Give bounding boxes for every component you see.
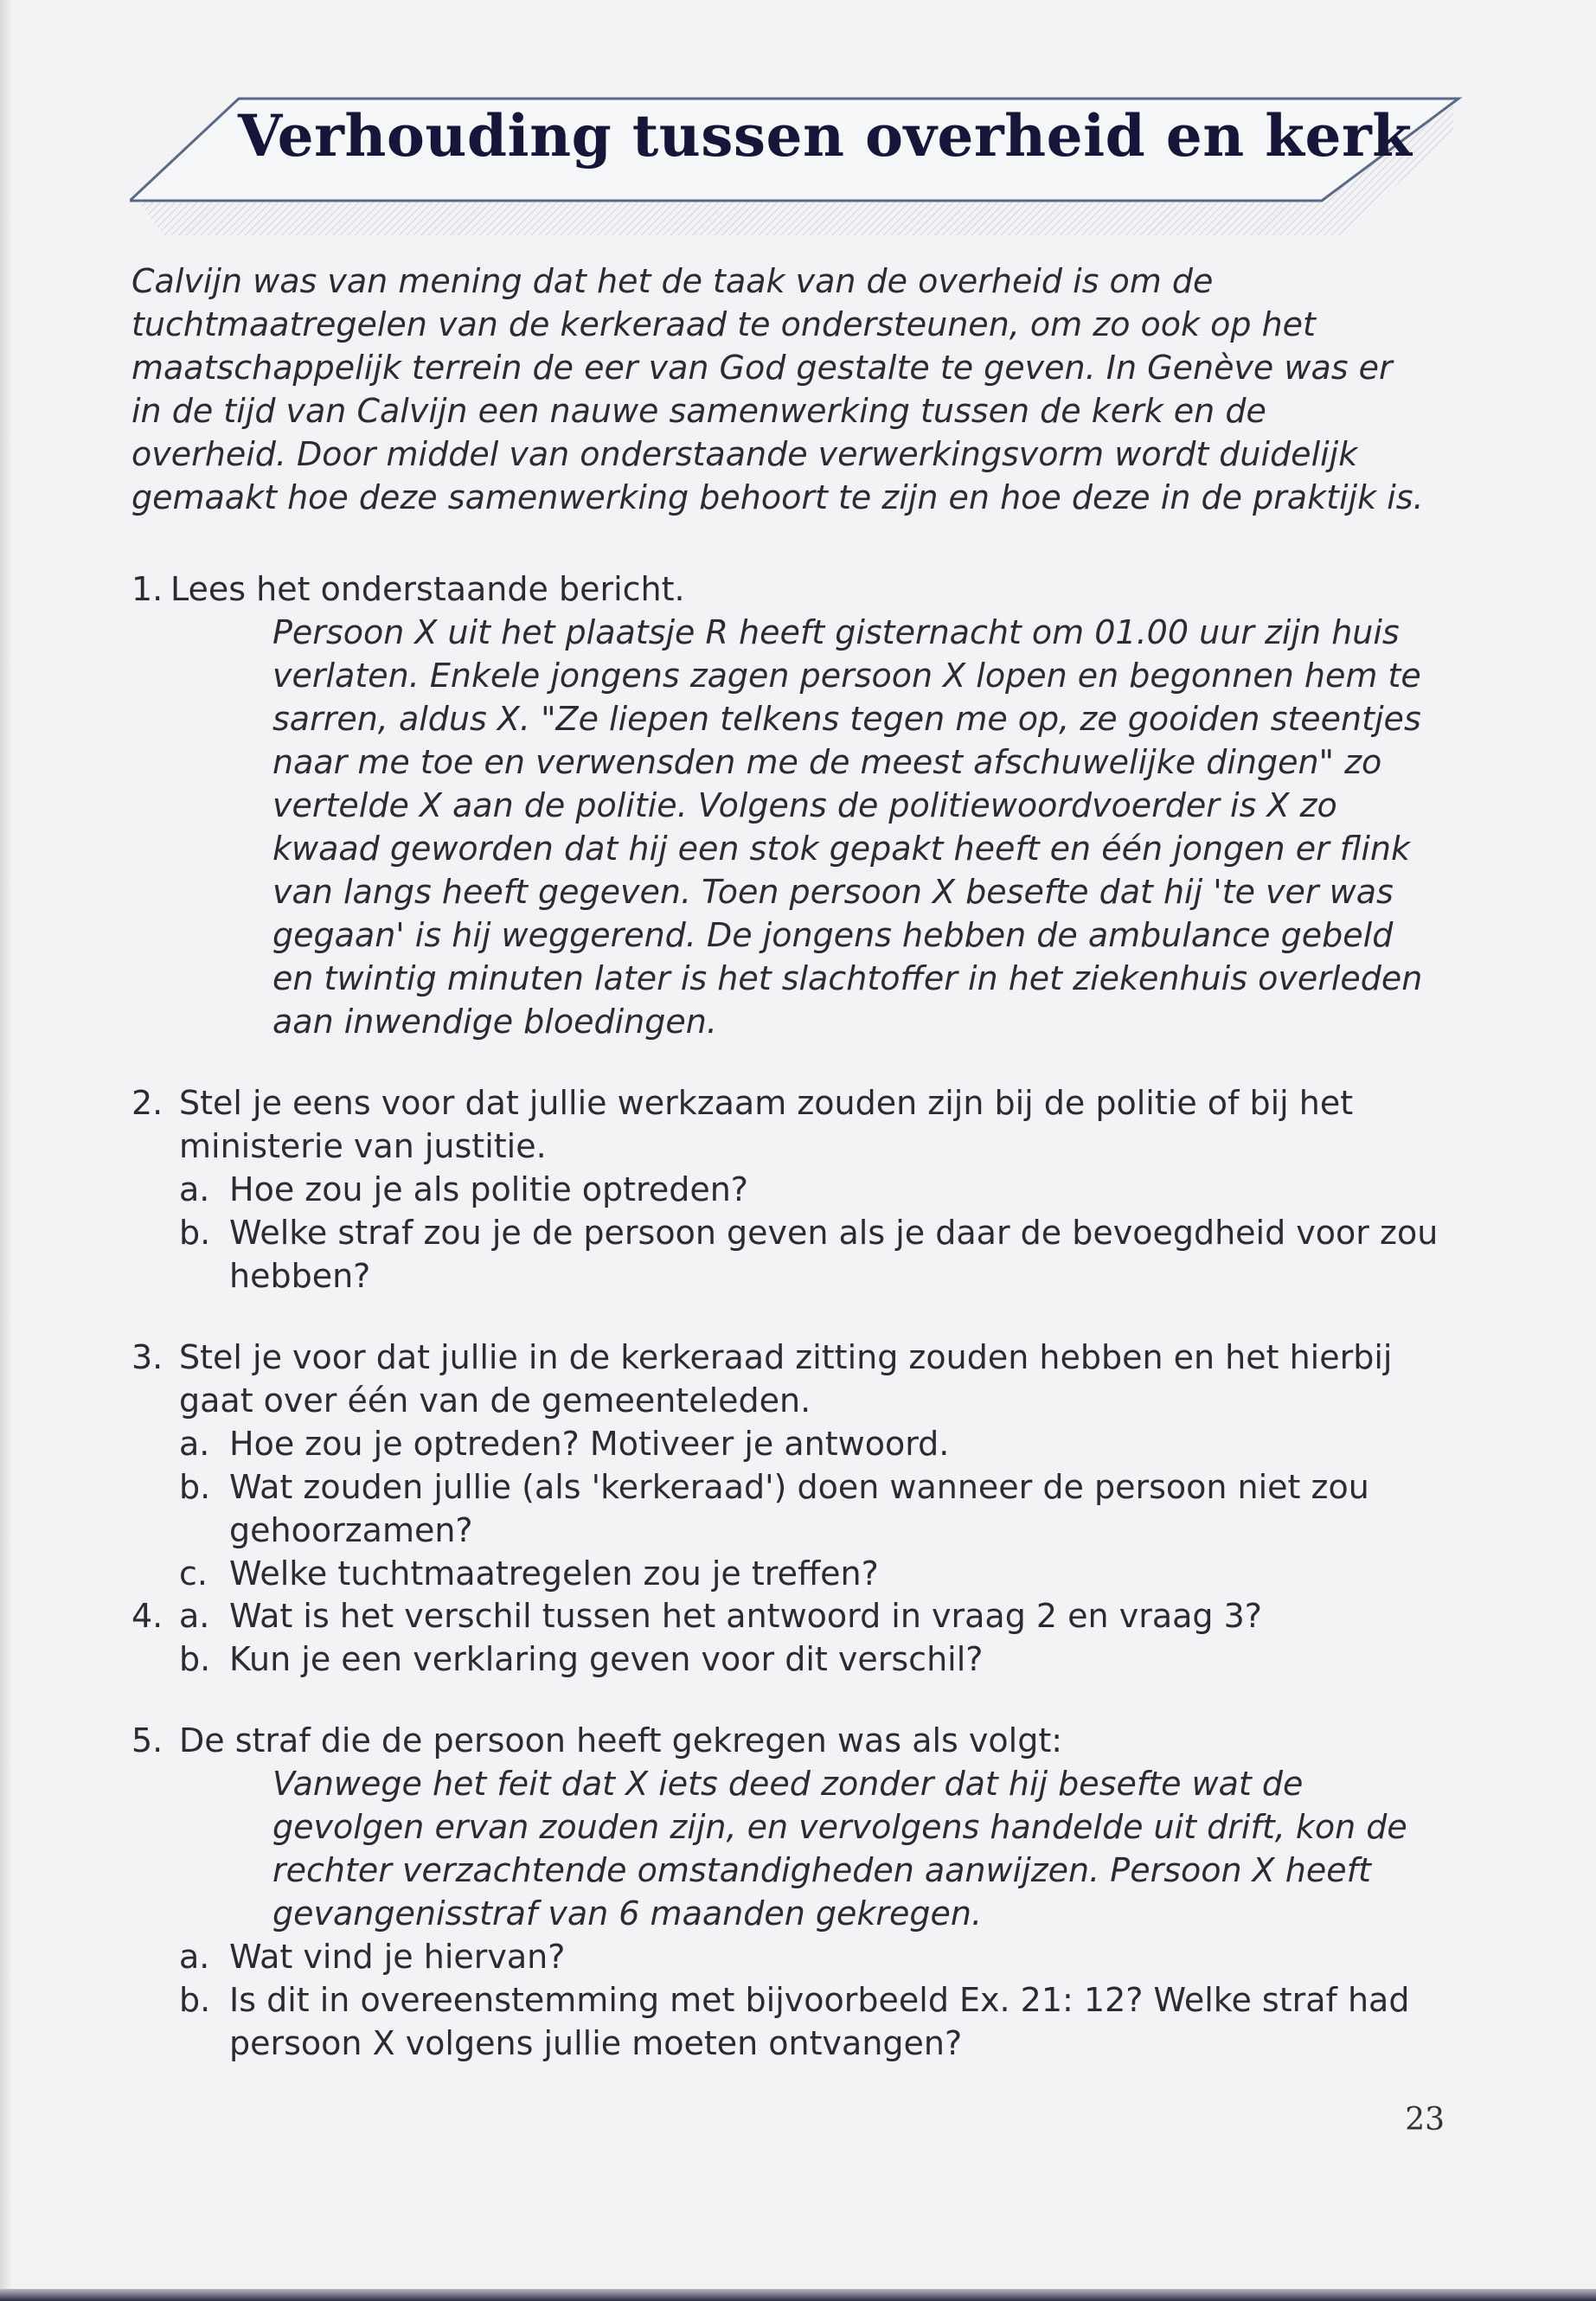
question-number: 2. bbox=[131, 1084, 163, 1122]
sub-question-letter: b. bbox=[179, 1214, 211, 1252]
page-title: Verhouding tussen overheid en kerk bbox=[238, 102, 1413, 170]
question-2-line bbox=[131, 1081, 1446, 1168]
sub-question-text: Wat is het verschil tussen het antwoord in vraag 2 en vraag 3? bbox=[229, 1597, 1262, 1635]
sub-question bbox=[131, 1465, 1446, 1552]
question-2 bbox=[131, 1081, 1446, 1298]
question-text: Stel je voor dat jullie in de kerkeraad zitting zouden hebben en het hierbij gaat over één van de gemeenteleden. bbox=[179, 1338, 1393, 1420]
question-3 bbox=[131, 1336, 1446, 1595]
question-5 bbox=[131, 1719, 1446, 2065]
sub-question-letter: b. bbox=[179, 1468, 211, 1506]
question-5-line bbox=[131, 1719, 1446, 1762]
question-number: 1. bbox=[131, 570, 163, 608]
question-1-line bbox=[131, 567, 1446, 611]
question-number: 4. bbox=[131, 1597, 163, 1635]
question-3-line bbox=[131, 1336, 1446, 1422]
intro-paragraph: Calvijn was van mening dat het de taak van de overheid is om de tuchtmaatregelen van de kerkeraad te ondersteunen, om zo ook op het maatschappelijk terrein de eer van God gestalte te geven. In Genève was er in de tijd van Calvijn een nauwe samenwerking tussen de kerk en de overheid. Door middel van onderstaande verwerkingsvorm wordt duidelijk gemaakt hoe deze samenwerking behoort te zijn en hoe deze in de praktijk is. bbox=[131, 262, 1424, 516]
question-text: Lees het onderstaande bericht. bbox=[170, 570, 685, 608]
bottom-edge-band bbox=[0, 2289, 1596, 2301]
sub-question-text: Kun je een verklaring geven voor dit verschil? bbox=[229, 1640, 984, 1678]
sub-question bbox=[131, 1935, 1446, 1978]
sub-question bbox=[131, 1594, 1446, 1638]
sub-question-text: Hoe zou je optreden? Motiveer je antwoord. bbox=[229, 1425, 950, 1463]
sub-question-letter: b. bbox=[179, 1640, 211, 1678]
case-report-text: Persoon X uit het plaatsje R heeft gisternacht om 01.00 uur zijn huis verlaten. Enkele jongens zagen persoon X lopen en begonnen hem te sarren, aldus X. "Ze liepen telkens tegen me op, ze gooiden steentjes naar me toe en verwensden me de meest afschuwelijke dingen" zo vertelde X aan de politie. Volgens de politiewoordvoerder is X zo kwaad geworden dat hij een stok gepakt heeft en één jongen er flink van langs heeft gegeven. Toen persoon X besefte dat hij 'te ver was gegaan' is hij weggerend. De jongens hebben de ambulance gebeld en twintig minuten later is het slachtoffer in het ziekenhuis overleden aan inwendige bloedingen. bbox=[272, 613, 1423, 1041]
question-1 bbox=[131, 567, 1446, 1043]
sub-question-text: Welke tuchtmaatregelen zou je treffen? bbox=[229, 1554, 879, 1593]
sub-question-text: Welke straf zou je de persoon geven als je daar de bevoegdheid voor zou hebben? bbox=[229, 1214, 1439, 1295]
sub-question bbox=[131, 1978, 1446, 2065]
sub-question-letter: a. bbox=[179, 1170, 210, 1208]
question-number: 3. bbox=[131, 1338, 163, 1376]
sub-question bbox=[131, 1211, 1446, 1298]
sub-question-letter: a. bbox=[179, 1597, 210, 1635]
page-number: 23 bbox=[1405, 2102, 1445, 2138]
sub-question bbox=[131, 1422, 1446, 1465]
sub-question-letter: c. bbox=[179, 1554, 208, 1593]
question-text: Stel je eens voor dat jullie werkzaam zouden zijn bij de politie of bij het ministerie van justitie. bbox=[179, 1084, 1354, 1165]
sub-question-letter: b. bbox=[179, 1981, 211, 2019]
sub-question-text: Wat vind je hiervan? bbox=[229, 1938, 566, 1976]
sub-question-text: Is dit in overeenstemming met bijvoorbeeld Ex. 21: 12? Welke straf had persoon X volgens jullie moeten ontvangen? bbox=[229, 1981, 1410, 2062]
sub-question bbox=[131, 1638, 1446, 1681]
question-number: 5. bbox=[131, 1721, 163, 1759]
verdict-text: Vanwege het feit dat X iets deed zonder dat hij besefte wat de gevolgen ervan zouden zijn, en vervolgens handelde uit drift, kon de rechter verzachtende omstandigheden aanwijzen. Persoon X heeft gevangenisstraf van 6 maanden gekregen. bbox=[272, 1765, 1407, 1932]
sub-question-text: Wat zouden jullie (als 'kerkeraad') doen wanneer de persoon niet zou gehoorzamen? bbox=[229, 1468, 1369, 1549]
question-text: De straf die de persoon heeft gekregen was als volgt: bbox=[179, 1721, 1063, 1759]
sub-question bbox=[131, 1168, 1446, 1211]
sub-question-letter: a. bbox=[179, 1425, 210, 1463]
question-4 bbox=[131, 1594, 1446, 1681]
sub-question-letter: a. bbox=[179, 1938, 210, 1976]
page-edge-shadow bbox=[0, 0, 12, 2301]
sub-question bbox=[131, 1552, 1446, 1595]
sub-question-text: Hoe zou je als politie optreden? bbox=[229, 1170, 748, 1208]
